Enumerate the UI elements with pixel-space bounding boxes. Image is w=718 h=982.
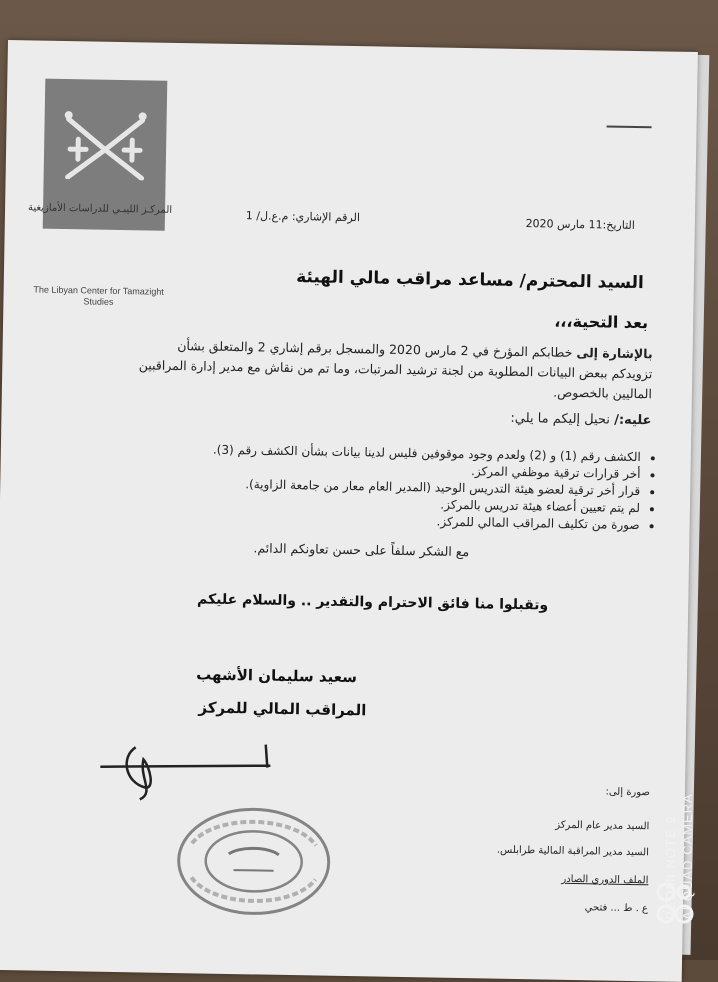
recipient-line: السيد المحترم/ مساعد مراقب مالي الهيئة: [296, 267, 645, 294]
handwritten-signature: [95, 737, 296, 810]
list-item: • لم يتم تعيين أعضاء هيئة تدريس بالمركز.: [120, 491, 640, 517]
letter-date: التاريخ:11 مارس 2020: [525, 217, 635, 232]
divider: [607, 125, 652, 128]
copies-label: صورة إلى:: [605, 786, 651, 799]
list-item: • الكشف رقم (1) و (2) ولعدم وجود موقوفين فليس لدينا بيانات بشأن الكشف رقم (3).: [121, 440, 641, 466]
reference-number: الرقم الإشاري: م.ع.ل/ 1: [245, 209, 361, 225]
copy-item: ع . ط ... فتحي: [584, 902, 649, 915]
greeting: بعد التحية،،،: [554, 311, 649, 333]
closing-line: وتقبلوا منا فائق الاحترام والتقدير .. والسلام عليكم: [196, 591, 549, 614]
thanks-line: مع الشكر سلفاً على حسن تعاونكم الدائم.: [253, 540, 470, 560]
signer-name: سعيد سليمان الأشهب: [196, 665, 358, 687]
enclosure-list: [120, 440, 659, 534]
body-lead: بالإشارة إلى: [576, 344, 653, 362]
copy-item: السيد مدير عام المركز: [555, 819, 650, 833]
center-name-arabic: المركـز الليبـي للدراسات الأمازيغية: [27, 202, 173, 216]
copy-item: السيد مدير المراقبة المالية طرابلس.: [496, 844, 650, 859]
enclosures-text: نحيل إليكم ما يلي:: [510, 410, 615, 428]
enclosures-lead: عليه:/: [613, 412, 652, 429]
list-item: • صورة من تكليف المراقب المالي للمركز.: [120, 508, 640, 534]
body-text: خطابكم المؤرخ في 2 مارس 2020 والمسجل برقم إشاري 2 والمتعلق بشأن تزويدكم ببعض البيانات المطلوبة من لجنة ترشيد المرتبات، وما تم من نقاش مع مدير إدارة المراقبين الماليين بالخصوص.: [138, 338, 653, 402]
list-item: • قرار أخر ترقية لعضو هيئة التدريس الوحيد (المدير العام معار من جامعة الزاوية).: [120, 474, 640, 500]
tamazight-emblem-icon: [58, 109, 153, 181]
center-name-english: The Libyan Center for Tamazight Studies: [33, 284, 164, 307]
body-paragraph: [132, 335, 653, 404]
official-stamp: [173, 803, 335, 921]
signer-title: المراقب المالي للمركز: [198, 698, 367, 720]
watermark-line1: REDMI NOTE 9: [663, 815, 678, 920]
camera-lens-icon: [654, 880, 694, 934]
list-item: • أخر قرارات ترقية موظفي المركز.: [120, 457, 640, 483]
copy-item: الملف الدوري الصادر: [561, 873, 649, 887]
watermark-line2: AI QUAD CAMERA: [680, 793, 695, 920]
letter-page: [0, 40, 698, 982]
enclosures-intro: [331, 408, 651, 429]
